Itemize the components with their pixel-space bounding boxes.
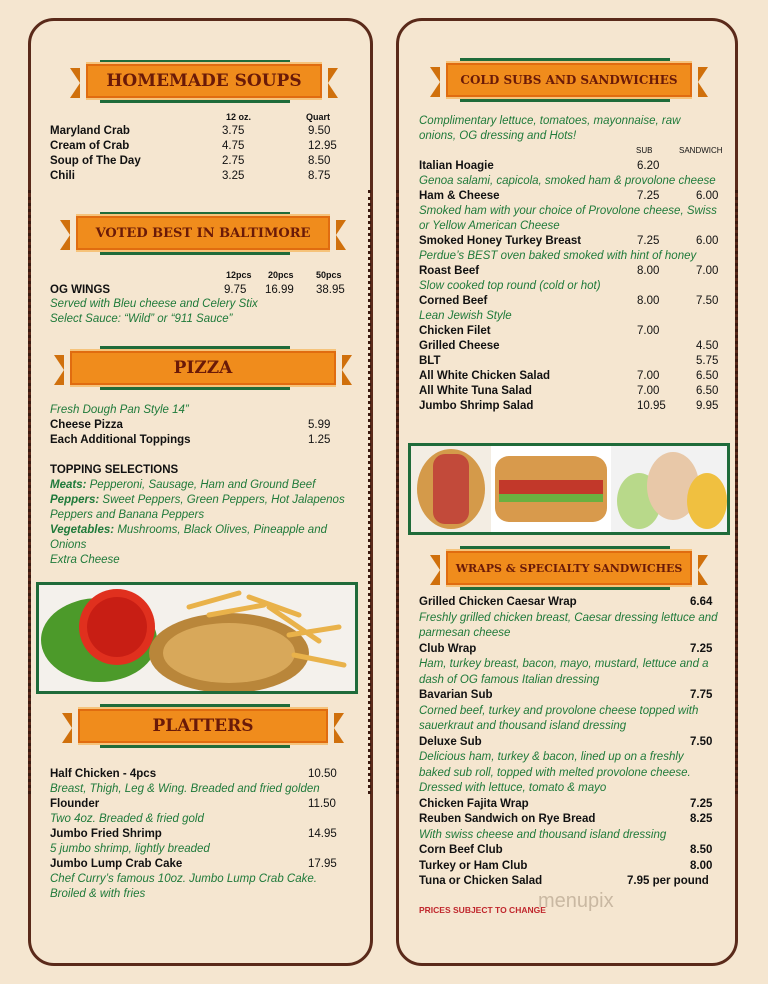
left-dotted-border-right: [368, 190, 371, 794]
veg-list: Mushrooms, Black Olives, Pineapple and: [114, 524, 327, 536]
soups-title: HOMEMADE SOUPS: [106, 71, 302, 91]
cold-subs-title: COLD SUBS AND SANDWICHES: [460, 73, 678, 87]
wrap-desc: dash of OG famous Italian dressing: [419, 673, 600, 686]
cold-sub-name: Chicken Filet: [419, 325, 491, 337]
prices-notice: PRICES SUBJECT TO CHANGE: [419, 905, 546, 915]
col-sub: SUB: [636, 146, 653, 155]
cold-subs-intro: Complimentary lettuce, tomatoes, mayonnaise, raw: [419, 115, 681, 127]
wrap-desc: sauerkraut and thousand island dressing: [419, 720, 627, 732]
cold-sub-price-sandwich: 6.50: [696, 370, 719, 382]
wrap-desc: baked sub roll, topped with melted provolone cheese.: [419, 766, 691, 779]
wrap-name: Grilled Chicken Caesar Wrap: [419, 596, 577, 608]
cold-sub-price-sub: 7.00: [637, 325, 660, 337]
wrap-name: Tuna or Chicken Salad: [419, 875, 543, 887]
soup-name: Maryland Crab: [50, 125, 130, 137]
cold-sub-price-sub: 7.25: [637, 235, 660, 247]
toppings-peppers: [50, 494, 345, 506]
cold-sub-price-sub: 10.95: [637, 400, 666, 412]
cold-sub-name: Grilled Cheese: [419, 340, 500, 352]
pizza-banner: [70, 349, 336, 387]
platter-desc: Chef Curry’s famous 10oz. Jumbo Lump Crab Cake.: [50, 873, 317, 885]
cold-sub-desc: Genoa salami, capicola, smoked ham & provolone cheese: [419, 175, 716, 187]
platter-name: Jumbo Fried Shrimp: [50, 828, 162, 840]
soup-price-12oz: 2.75: [222, 155, 245, 167]
cold-sub-name: BLT: [419, 355, 441, 367]
wrap-price: 8.00: [690, 859, 713, 872]
cold-sub-price-sandwich: 5.75: [696, 355, 719, 367]
wings-col-20: 20pcs: [268, 270, 294, 280]
soups-col-12oz: 12 oz.: [226, 112, 252, 122]
platter-price: 11.50: [308, 798, 336, 810]
cold-sub-price-sandwich: 4.50: [696, 340, 719, 352]
meats-list: Pepperoni, Sausage, Ham and Ground Beef: [86, 479, 316, 491]
wrap-name: Chicken Fajita Wrap: [419, 797, 529, 810]
wrap-price: 7.75: [690, 689, 713, 701]
veg-label: Vegetables:: [50, 524, 115, 536]
cold-sub-name: Corned Beef: [419, 295, 488, 307]
left-dotted-border: [28, 190, 31, 794]
wrap-name: Turkey or Ham Club: [419, 859, 528, 872]
wings-price-20: 16.99: [265, 284, 294, 296]
platters-banner: [78, 707, 328, 745]
wings-col-12: 12pcs: [226, 270, 252, 280]
wraps-title: WRAPS & SPECIALTY SANDWICHES: [455, 561, 683, 575]
crab-cake-photo: [36, 582, 358, 694]
divider: [100, 100, 290, 103]
wraps-banner: [446, 549, 692, 587]
cold-subs-banner: [446, 61, 692, 99]
pizza-item-price: 5.99: [308, 419, 331, 431]
toppings-meats: [50, 479, 315, 491]
topping-title: TOPPING SELECTIONS: [50, 464, 179, 476]
wrap-price: 8.25: [690, 813, 713, 825]
cold-sub-desc: Perdue’s BEST oven baked smoked with hint of honey: [419, 250, 697, 262]
soup-price-12oz: 3.25: [222, 170, 245, 182]
pizza-title: PIZZA: [173, 358, 233, 378]
cold-sub-price-sub: 7.00: [637, 370, 660, 382]
wrap-desc: Corned beef, turkey and provolone cheese topped with: [419, 704, 699, 717]
wrap-desc: With swiss cheese and thousand island dressing: [419, 828, 667, 841]
cold-sub-price-sub: 8.00: [637, 295, 660, 307]
peppers-label: Peppers:: [50, 494, 100, 506]
wrap-name: Bavarian Sub: [419, 689, 493, 701]
wrap-name: Deluxe Sub: [419, 735, 482, 748]
platter-desc: Breast, Thigh, Leg & Wing. Breaded and fried golden: [50, 783, 320, 795]
wings-price-50: 38.95: [316, 284, 345, 296]
wings-name: OG WINGS: [50, 284, 111, 296]
wings-banner: [76, 214, 330, 252]
watermark: menupix: [538, 890, 614, 912]
wings-sauce: Select Sauce: “Wild” or “911 Sauce”: [50, 313, 233, 325]
wrap-name: Reuben Sandwich on Rye Bread: [419, 813, 596, 825]
cold-sub-price-sub: 6.20: [637, 160, 660, 172]
wings-price-12: 9.75: [224, 284, 247, 296]
divider: [100, 745, 290, 748]
platter-desc: Two 4oz. Breaded & fried gold: [50, 813, 204, 825]
right-dotted-border-right: [735, 190, 738, 794]
peppers-list: Sweet Peppers, Green Peppers, Hot Jalapenos: [99, 494, 345, 506]
cold-subs-intro-cont: onions, OG dressing and Hots!: [419, 130, 577, 142]
wrap-name: Corn Beef Club: [419, 844, 503, 856]
wings-desc: Served with Bleu cheese and Celery Stix: [50, 298, 258, 310]
wings-col-50: 50pcs: [316, 270, 342, 280]
cold-sub-name: Ham & Cheese: [419, 190, 500, 202]
pizza-item-price: 1.25: [308, 434, 331, 446]
soup-name: Cream of Crab: [50, 140, 130, 152]
wings-title: VOTED BEST IN BALTIMORE: [95, 225, 311, 241]
cold-sub-price-sandwich: 7.00: [696, 265, 719, 277]
platter-name: Half Chicken - 4pcs: [50, 768, 157, 780]
wrap-desc: parmesan cheese: [419, 627, 511, 639]
divider: [460, 587, 670, 590]
platter-price: 10.50: [308, 768, 337, 780]
cold-sub-name: Roast Beef: [419, 265, 480, 277]
soup-price-quart: 8.50: [308, 155, 331, 167]
right-dotted-border: [396, 190, 399, 794]
wrap-desc: Freshly grilled chicken breast, Caesar dressing lettuce and: [419, 611, 718, 624]
cold-sub-name: All White Chicken Salad: [419, 370, 550, 382]
soups-col-quart: Quart: [306, 112, 331, 122]
pizza-style: Fresh Dough Pan Style 14”: [50, 404, 189, 416]
toppings-extra: Extra Cheese: [50, 554, 120, 566]
meats-label: Meats:: [50, 479, 87, 491]
cold-sub-name: All White Tuna Salad: [419, 385, 532, 397]
cold-sub-name: Smoked Honey Turkey Breast: [419, 235, 582, 247]
platter-desc: 5 jumbo shrimp, lightly breaded: [50, 843, 210, 855]
toppings-veg: [50, 524, 327, 536]
cold-sub-desc: Lean Jewish Style: [419, 310, 512, 322]
wrap-desc: Dressed with lettuce, tomato & mayo: [419, 782, 607, 794]
wrap-name: Club Wrap: [419, 642, 477, 655]
soup-price-12oz: 3.75: [222, 125, 245, 137]
cold-sub-price-sandwich: 9.95: [696, 400, 719, 412]
platter-desc: Broiled & with fries: [50, 888, 146, 900]
cold-sub-desc: Slow cooked top round (cold or hot): [419, 280, 601, 292]
platters-title: PLATTERS: [152, 716, 254, 736]
wrap-price: 7.50: [690, 735, 713, 748]
soup-price-quart: 12.95: [308, 140, 337, 152]
col-sandwich: SANDWICH: [679, 146, 723, 155]
soup-price-quart: 8.75: [308, 170, 331, 182]
sandwich-photo: [408, 443, 730, 535]
divider: [460, 99, 670, 102]
toppings-veg-cont: Onions: [50, 539, 87, 551]
wrap-desc: Ham, turkey breast, bacon, mayo, mustard, lettuce and a: [419, 658, 709, 670]
cold-sub-price-sandwich: 6.00: [696, 235, 719, 247]
soups-banner: [86, 62, 322, 100]
soup-price-12oz: 4.75: [222, 140, 245, 152]
soup-name: Chili: [50, 170, 75, 182]
cold-sub-price-sub: 7.25: [637, 190, 660, 202]
platter-name: Jumbo Lump Crab Cake: [50, 858, 183, 870]
wrap-price: 7.25: [690, 797, 713, 810]
pizza-item-name: Cheese Pizza: [50, 419, 123, 431]
wrap-price: 7.25: [690, 642, 713, 655]
platter-price: 17.95: [308, 858, 337, 870]
wrap-price: 8.50: [690, 844, 713, 856]
cold-sub-price-sub: 8.00: [637, 265, 660, 277]
wrap-price: 7.95 per pound: [627, 875, 709, 887]
divider: [100, 252, 290, 255]
soup-name: Soup of The Day: [50, 155, 141, 167]
crab-cake-image: [39, 585, 355, 691]
cold-sub-desc: Smoked ham with your choice of Provolone cheese, Swiss: [419, 205, 717, 217]
cold-sub-name: Italian Hoagie: [419, 160, 494, 172]
cold-sub-desc: or Yellow American Cheese: [419, 220, 560, 232]
cold-sub-price-sub: 7.00: [637, 385, 660, 397]
wrap-price: 6.64: [690, 596, 713, 608]
divider: [100, 387, 290, 390]
cold-sub-price-sandwich: 6.50: [696, 385, 719, 397]
sandwich-image: [411, 446, 727, 532]
toppings-peppers-cont: Peppers and Banana Peppers: [50, 509, 205, 521]
soup-price-quart: 9.50: [308, 125, 331, 137]
cold-sub-price-sandwich: 7.50: [696, 295, 719, 307]
platter-price: 14.95: [308, 828, 337, 840]
cold-sub-price-sandwich: 6.00: [696, 190, 719, 202]
pizza-item-name: Each Additional Toppings: [50, 434, 191, 446]
cold-sub-name: Jumbo Shrimp Salad: [419, 400, 534, 412]
platter-name: Flounder: [50, 798, 100, 810]
wrap-desc: Delicious ham, turkey & bacon, lined up on a freshly: [419, 751, 684, 763]
